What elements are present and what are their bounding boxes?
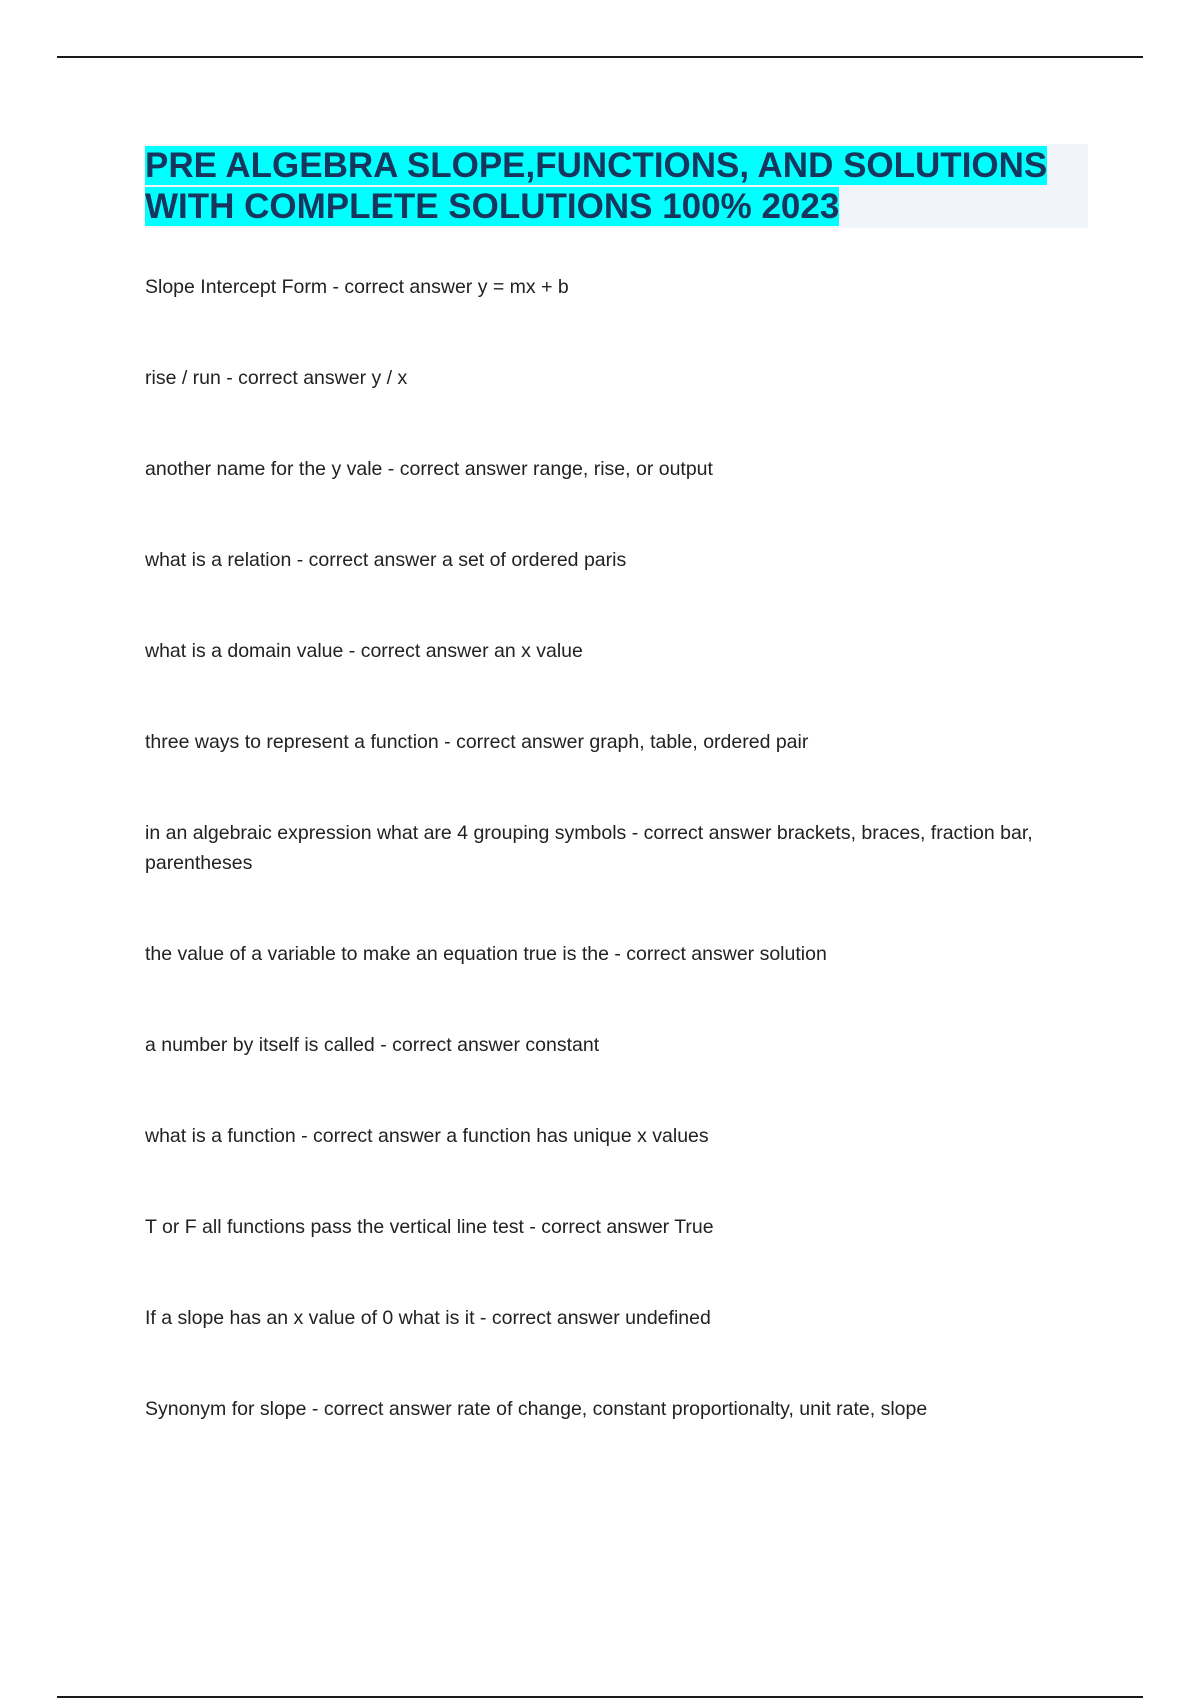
qa-item: what is a function - correct answer a function has unique x values: [145, 1125, 709, 1147]
qa-item: what is a relation - correct answer a set of ordered paris: [145, 549, 627, 571]
qa-list: [145, 272, 1075, 1485]
qa-item: another name for the y vale - correct answer range, rise, or output: [145, 458, 713, 480]
qa-item: Slope Intercept Form - correct answer y = mx + b: [145, 276, 569, 298]
footer-rule: [57, 1696, 1143, 1698]
qa-item: Synonym for slope - correct answer rate of change, constant proportionalty, unit rate, slope: [145, 1398, 928, 1420]
qa-item: T or F all functions pass the vertical line test - correct answer True: [145, 1216, 714, 1238]
title-line-2: WITH COMPLETE SOLUTIONS 100% 2023: [145, 187, 840, 226]
header-rule: [57, 56, 1143, 58]
qa-item: what is a domain value - correct answer an x value: [145, 640, 583, 662]
qa-item: three ways to represent a function - correct answer graph, table, ordered pair: [145, 731, 809, 753]
title-line-1: PRE ALGEBRA SLOPE,FUNCTIONS, AND SOLUTIONS: [145, 146, 1048, 185]
qa-item: in an algebraic expression what are 4 grouping symbols - correct answer brackets, braces, fraction bar, parentheses: [145, 822, 1033, 874]
qa-item: rise / run - correct answer y / x: [145, 367, 408, 389]
qa-item: a number by itself is called - correct answer constant: [145, 1034, 600, 1056]
qa-item: the value of a variable to make an equation true is the - correct answer solution: [145, 943, 827, 965]
qa-item: If a slope has an x value of 0 what is it - correct answer undefined: [145, 1307, 711, 1329]
document-title: [145, 145, 1105, 227]
